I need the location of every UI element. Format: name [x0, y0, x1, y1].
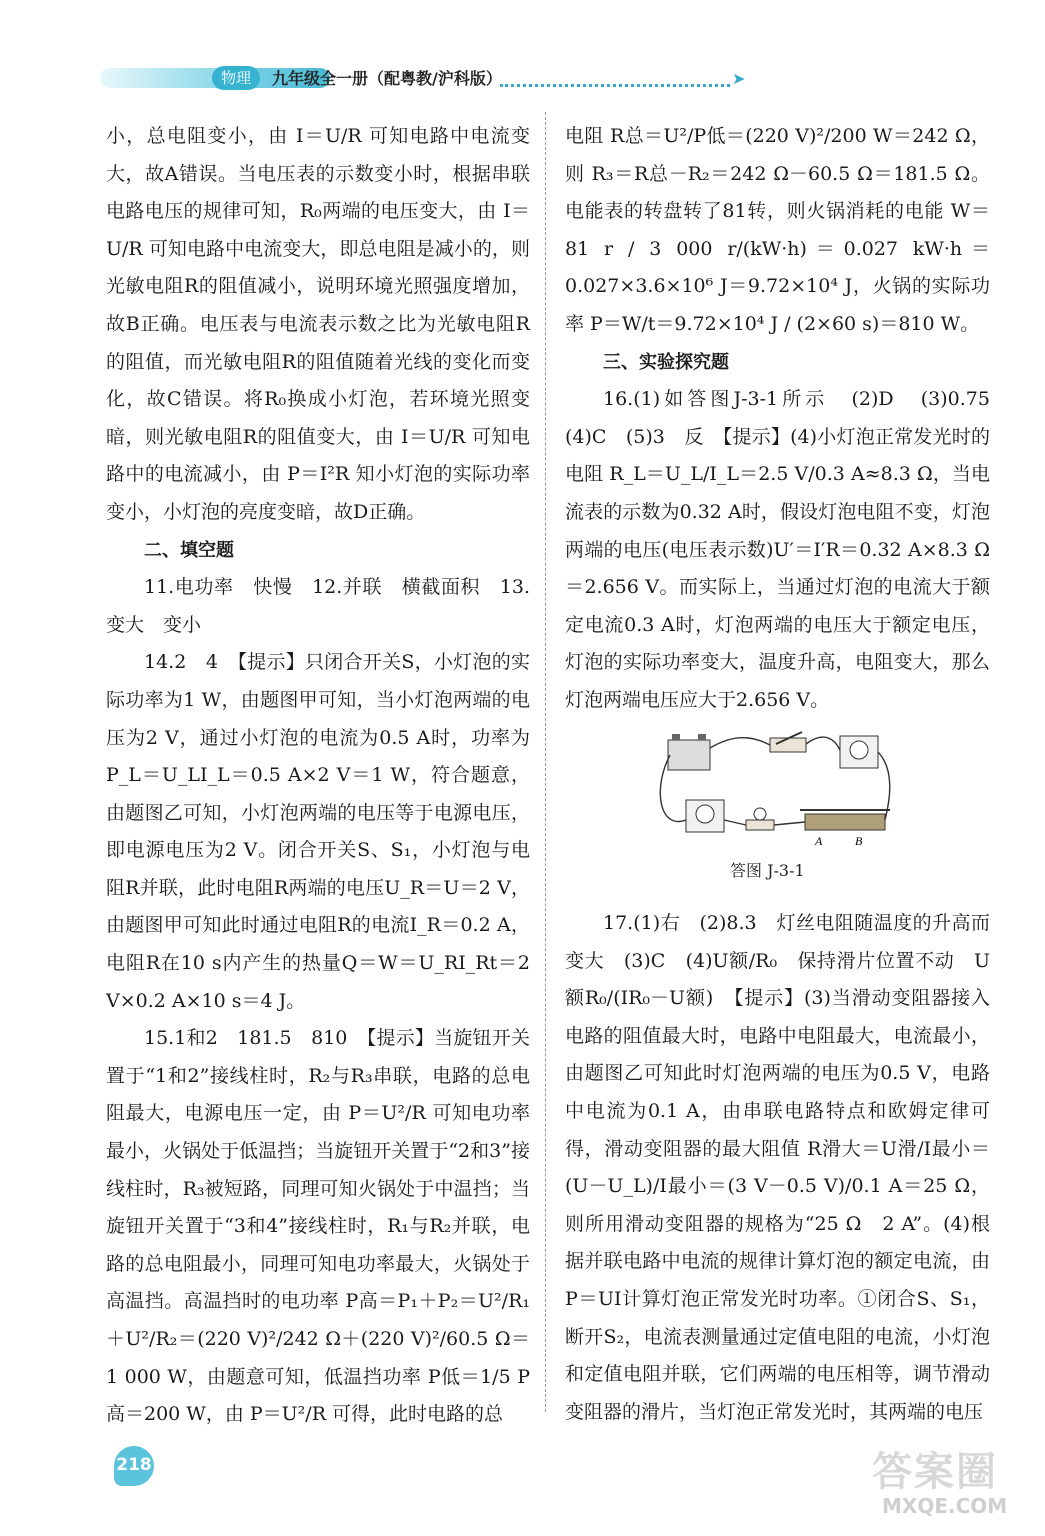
watermark	[872, 1440, 1022, 1520]
answer-15: 15.1和2 181.5 810 【提示】当旋钮开关置于“1和2”接线柱时，R₂与R₃串联，电路的总电阻最大，电源电压一定，由 P＝U²/R 可知电功率最小，火锅处于低温挡；当旋钮开关置于“2和3”接线柱时，R₃被短路，同理可知火锅处于中温挡；当旋钮开关置于“3和4”接线柱时，R₁与R₂并联，电路的总电阻最小，同理可知电功率最大，火锅处于高温挡。高温挡时的电功率 P高＝P₁＋P₂＝U²/R₁＋U²/R₂＝(220 V)²/242 Ω＋(220 V)²/60.5 Ω＝1 000 W，由题意可知，低温挡功率 P低＝1/5 P高＝200 W，由 P＝U²/R 可得，此时电路的总	[106, 1027, 530, 1426]
paragraph: 小，总电阻变小，由 I＝U/R 可知电路中电流变大，故A错误。当电压表的示数变小时，根据串联电路电压的规律可知，R₀两端的电压变大，由 I＝U/R 可知电路中电流变大，即总电阻是减小的，则光敏电阻R的阻值减小，说明环境光照强度增加，故B正确。电压表与电流表示数之比为光敏电阻R的阻值，而光敏电阻R的阻值随着光线的变化而变化，故C错误。将R₀换成小灯泡，若环境光照变暗，则光敏电阻R的阻值变大，由 I＝U/R 可知电路中的电流减小，由 P＝I²R 知小灯泡的实际功率变小，小灯泡的亮度变暗，故D正确。	[106, 125, 530, 523]
book-title: 九年级全一册（配粤教/沪科版）	[272, 69, 502, 88]
answer-16: 16.(1)如答图J-3-1所示 (2)D (3)0.75 (4)C (5)3 反 【提示】(4)小灯泡正常发光时的电阻 R_L＝U_L/I_L＝2.5 V/0.3 A≈8.3 Ω，当电流表的示数为0.32 A时，假设灯泡电阻不变，灯泡两端的电压(电压表示数)U′＝I′R＝0.32 A×8.3 Ω＝2.656 V。而实际上，当通过灯泡的电流大于额定电流0.3 A时，灯泡两端的电压大于额定电压，灯泡的实际功率变大，温度升高，电阻变大，那么灯泡两端电压应大于2.656 V。	[565, 388, 1010, 711]
left-column	[106, 118, 530, 1434]
page-number	[114, 1446, 162, 1486]
answer-14: 14.2 4 【提示】只闭合开关S，小灯泡的实际功率为1 W，由题图甲可知，当小灯泡两端的电压为2 V，通过小灯泡的电流为0.5 A时，功率为P_L＝U_LI_L＝0.5 A×2 V＝1 W，符合题意，由题图乙可知，小灯泡两端的电压等于电源电压，即电源电压为2 V。闭合开关S、S₁，小灯泡与电阻R并联，此时电阻R两端的电压U_R＝U＝2 V，由题图甲可知此时通过电阻R的电流I_R＝0.2 A，电阻R在10 s内产生的热量Q＝W＝U_RI_Rt＝2 V×0.2 A×10 s＝4 J。	[106, 651, 530, 1012]
arrow-icon: ➤	[732, 69, 746, 88]
subject-badge: 物理	[212, 66, 260, 90]
terminal-label-a: A	[815, 834, 823, 848]
header-dotted-line	[500, 70, 730, 87]
switch-icon	[770, 738, 806, 752]
right-column-lower	[565, 905, 990, 1431]
page-number-text: 218	[116, 1455, 152, 1475]
terminal-label-b: B	[855, 834, 863, 848]
rheostat-icon	[805, 814, 885, 830]
answer-11-13: 11.电功率 快慢 12.并联 横截面积 13.变大 变小	[106, 576, 530, 636]
watermark-logo: 答案圈	[872, 1449, 998, 1495]
watermark-url: MXQE.COM	[882, 1494, 1008, 1518]
paragraph: 电阻 R总＝U²/P低＝(220 V)²/200 W＝242 Ω，则 R₃＝R总－R₂＝242 Ω－60.5 Ω＝181.5 Ω。电能表的转盘转了81转，则火锅消耗的电能 W＝81 r / 3 000 r/(kW·h)＝0.027 kW·h＝0.027×3.6×10⁶ J＝9.72×10⁴ J，火锅的实际功率 P＝W/t＝9.72×10⁴ J / (2×60 s)＝810 W。	[565, 125, 990, 335]
section-heading-fill-in: 二、填空题	[144, 539, 234, 561]
section-heading-experiment: 三、实验探究题	[603, 351, 729, 373]
circuit-diagram	[650, 730, 900, 850]
lamp-icon	[746, 820, 774, 830]
right-column	[565, 118, 1010, 720]
answer-17: 17.(1)右 (2)8.3 灯丝电阻随温度的升高而变大 (3)C (4)U额/R₀ 保持滑片位置不动 U额R₀/(IR₀－U额) 【提示】(3)当滑动变阻器接入电路的阻值最大时，电路中电阻最大，电流最小，由题图乙可知此时灯泡两端的电压为0.5 V，电路中电流为0.1 A，由串联电路特点和欧姆定律可得，滑动变阻器的最大阻值 R滑大＝U滑/I最小＝(U－U_L)/I最小＝(3 V－0.5 V)/0.1 A＝25 Ω，则所用滑动变阻器的规格为“25 Ω 2 A”。(4)根据并联电路中电流的规律计算灯泡的额定电流，由P＝UI计算灯泡正常发光时功率。①闭合S、S₁，断开S₂，电流表测量通过定值电阻的电流，小灯泡和定值电阻并联，它们两端的电压相等，调节滑动变阻器的滑片，当灯泡正常发光时，其两端的电压	[565, 912, 990, 1423]
figure-caption: 答图 J-3-1	[730, 861, 805, 880]
page-header	[100, 60, 746, 96]
battery-icon	[668, 740, 710, 770]
column-divider	[545, 112, 546, 1412]
